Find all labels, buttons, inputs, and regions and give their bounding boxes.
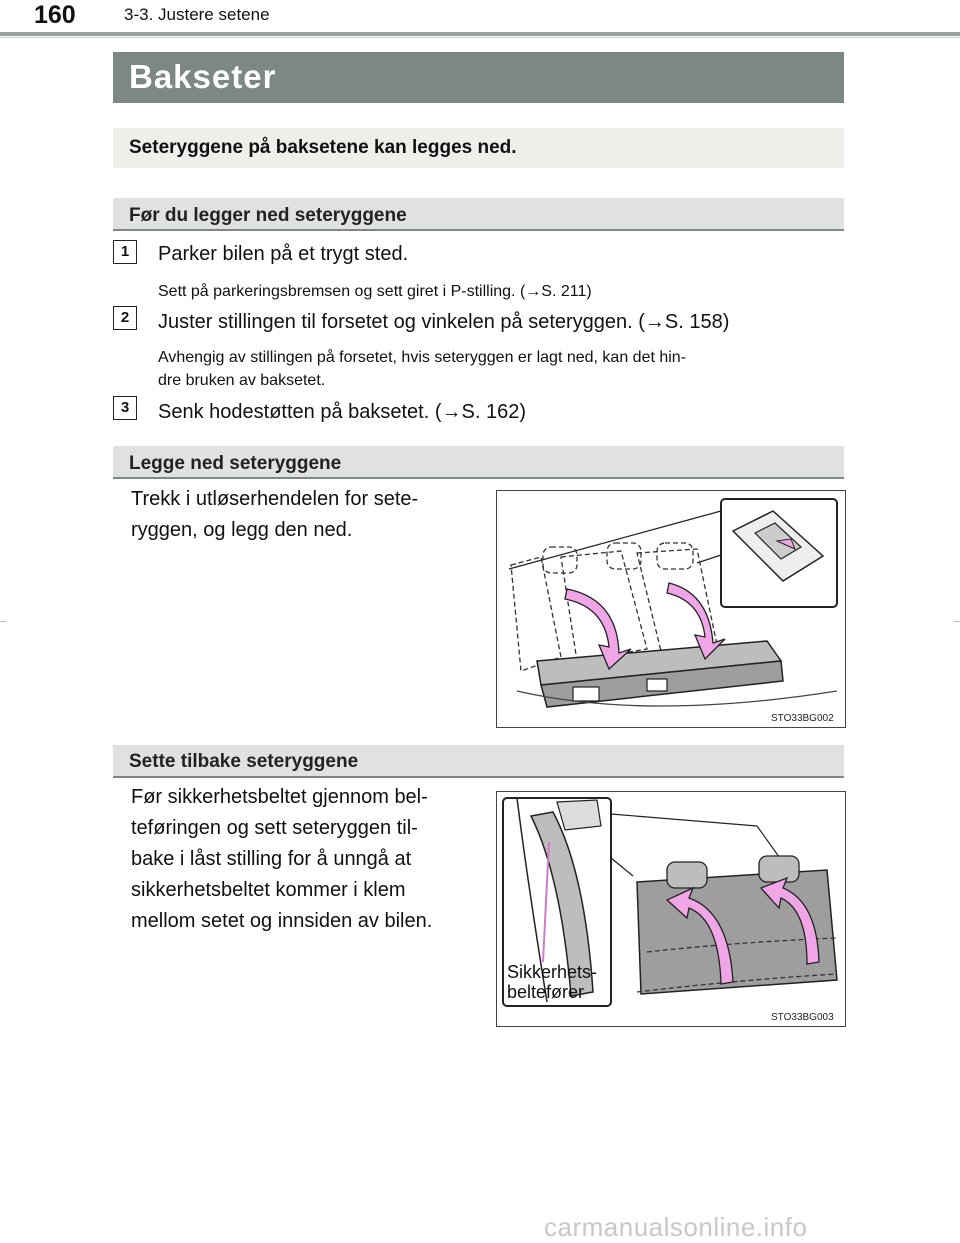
fold-body-line2: ryggen, og legg den ned. bbox=[131, 519, 353, 541]
fold-seats-illustration bbox=[497, 491, 845, 727]
section-heading-fold: Legge ned seteryggene bbox=[129, 453, 342, 474]
step-text-3: Senk hodestøtten på baksetet. (→S. 162) bbox=[158, 401, 526, 423]
belt-guide-label-line1: Sikkerhets- bbox=[507, 962, 598, 982]
return-body-line3: bake i låst stilling for å unngå at bbox=[131, 848, 412, 870]
step-number-3: 3 bbox=[113, 396, 137, 420]
crop-mark-left bbox=[0, 621, 6, 622]
step-number-1: 1 bbox=[113, 240, 137, 264]
figure-fold-seats bbox=[496, 490, 846, 728]
belt-guide-label-line2: beltefører bbox=[507, 982, 585, 1002]
return-body-line5: mellom setet og innsiden av bilen. bbox=[131, 910, 433, 932]
step-number-2: 2 bbox=[113, 306, 137, 330]
step-text-2: Juster stillingen til forsetet og vinkelen på seteryggen. (→S. 158) bbox=[158, 311, 730, 333]
return-body-line4: sikkerhetsbeltet kommer i klem bbox=[131, 879, 406, 901]
step-note-2-line2: dre bruken av baksetet. bbox=[158, 372, 326, 389]
page-number: 160 bbox=[34, 1, 76, 29]
section-heading-return: Sette tilbake seteryggene bbox=[129, 751, 359, 772]
figure-code-fold: STO33BG002 bbox=[771, 713, 834, 724]
return-body-line1: Før sikkerhetsbeltet gjennom bel- bbox=[131, 786, 428, 808]
chapter-title: 3-3. Justere setene bbox=[124, 5, 270, 24]
figure-code-return: STO33BG003 bbox=[771, 1012, 834, 1023]
page-title: Bakseter bbox=[129, 58, 277, 95]
summary-text: Seteryggene på baksetene kan legges ned. bbox=[129, 137, 517, 158]
fold-body-line1: Trekk i utløserhendelen for sete- bbox=[131, 488, 419, 510]
step-note-1: Sett på parkeringsbremsen og sett giret i P-stilling. (→S. 211) bbox=[158, 283, 592, 300]
return-body-line2: teføringen og sett seteryggen til- bbox=[131, 817, 418, 839]
watermark: carmanualsonline.info bbox=[544, 1212, 808, 1242]
step-text-1: Parker bilen på et trygt sted. bbox=[158, 243, 409, 265]
figure-return-seats bbox=[496, 791, 846, 1027]
header-rule-thin bbox=[0, 37, 960, 38]
step-note-2-line1: Avhengig av stillingen på forsetet, hvis seteryggen er lagt ned, kan det hin- bbox=[158, 349, 687, 366]
header-rule bbox=[0, 32, 960, 36]
crop-mark-right bbox=[954, 621, 960, 622]
section-heading-before: Før du legger ned seteryggene bbox=[129, 205, 407, 226]
